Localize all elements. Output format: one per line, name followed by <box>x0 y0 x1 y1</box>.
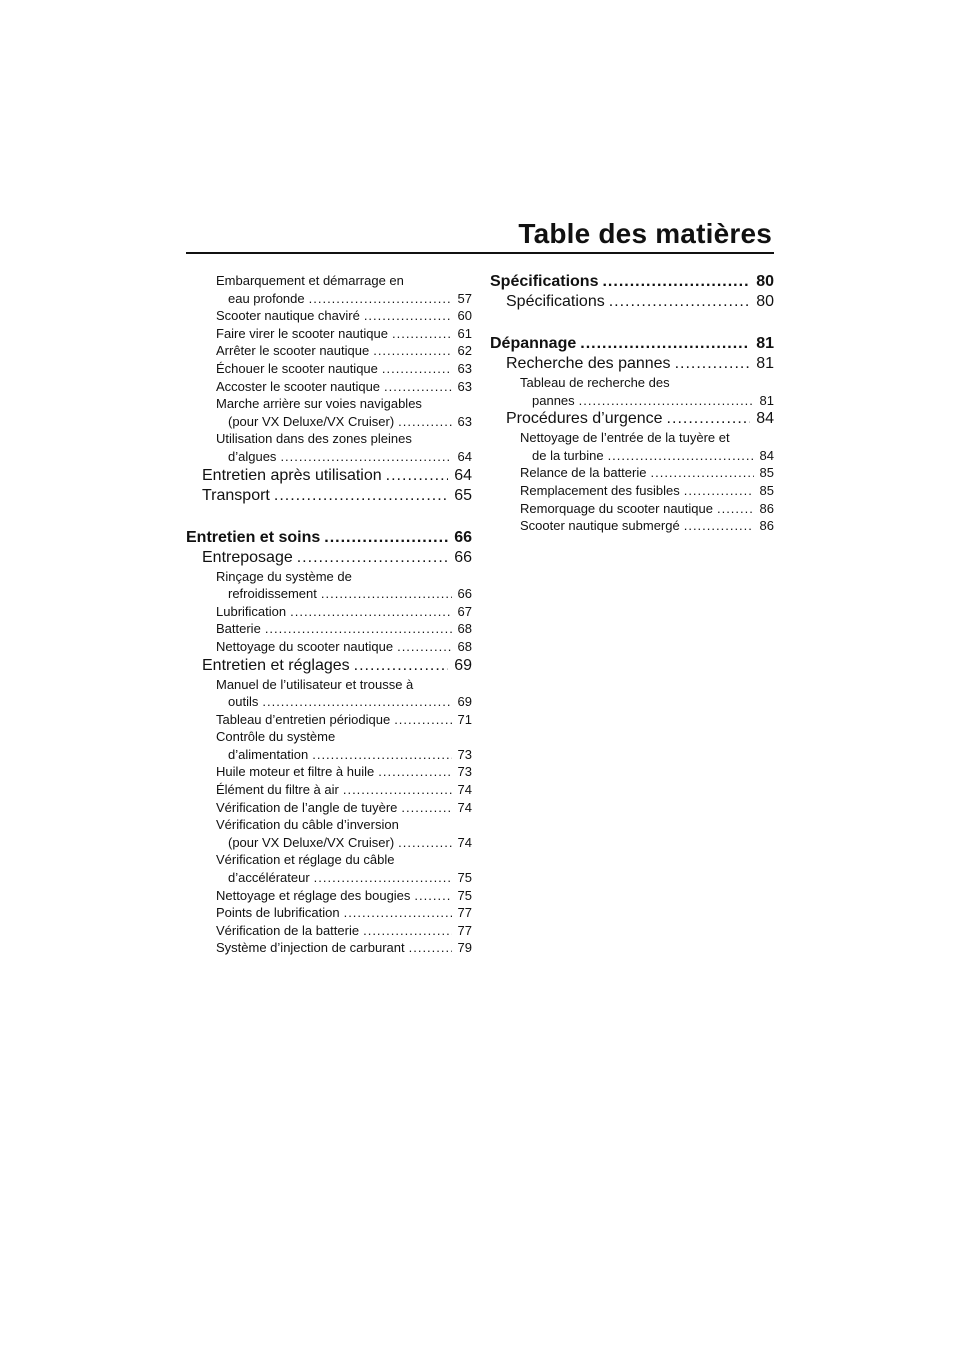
toc-page-number: 68 <box>457 638 472 654</box>
toc-entry-title: Spécifications <box>506 293 605 310</box>
toc-entry[interactable] <box>490 464 774 482</box>
toc-entry-title: Tableau de recherche des <box>520 375 670 390</box>
toc-page-number: 74 <box>457 799 472 815</box>
toc-entry[interactable] <box>186 307 472 325</box>
dot-leader <box>398 834 451 852</box>
dot-leader <box>343 781 452 799</box>
dot-leader <box>608 447 754 465</box>
dot-leader <box>373 342 451 360</box>
toc-page-number: 64 <box>457 448 472 464</box>
toc-entry[interactable] <box>186 922 472 940</box>
toc-entry-title: Vérification de l’angle de tuyère <box>216 799 398 815</box>
toc-entry-title: Manuel de l’utilisateur et trousse à <box>216 676 414 692</box>
dot-leader <box>401 799 451 817</box>
toc-page-number: 69 <box>457 694 472 710</box>
toc-entry[interactable] <box>186 548 472 568</box>
toc-entry-title: Rinçage du système de <box>216 568 352 584</box>
dot-leader <box>386 466 449 486</box>
toc-entry-title: Nettoyage du scooter nautique <box>216 638 394 654</box>
dot-leader <box>382 360 452 378</box>
toc-entry[interactable] <box>186 568 472 603</box>
toc-page-number: 77 <box>457 905 472 921</box>
toc-entry[interactable] <box>490 517 774 535</box>
toc-entry[interactable] <box>490 500 774 518</box>
toc-entry-title: Remorquage du scooter nautique <box>520 500 713 516</box>
toc-page-number: 84 <box>759 447 774 463</box>
toc-page-number: 57 <box>457 290 472 306</box>
toc-entry[interactable] <box>186 325 472 343</box>
dot-leader <box>394 711 451 729</box>
toc-entry[interactable] <box>186 395 472 430</box>
toc-entry[interactable] <box>186 603 472 621</box>
dot-leader <box>414 887 451 905</box>
dot-leader <box>397 638 451 656</box>
toc-page-number: 81 <box>756 355 774 372</box>
toc-entry[interactable] <box>186 711 472 729</box>
toc-entry[interactable] <box>186 728 472 763</box>
toc-page-number: 63 <box>457 360 472 376</box>
dot-leader <box>363 922 451 940</box>
toc-entry-title: Accoster le scooter nautique <box>216 378 381 394</box>
toc-column-left <box>186 272 472 957</box>
toc-page-number: 64 <box>454 466 472 484</box>
toc-page-number: 60 <box>457 308 472 324</box>
toc-page-number: 79 <box>457 940 472 956</box>
toc-entry-title: eau profonde <box>228 290 305 306</box>
toc-entry-title: Points de lubrification <box>216 905 340 921</box>
dot-leader <box>650 464 753 482</box>
toc-entry-title: (pour VX Deluxe/VX Cruiser) <box>228 834 395 850</box>
toc-page-number: 81 <box>756 335 774 352</box>
dot-leader <box>384 378 451 396</box>
dot-leader <box>324 528 448 548</box>
toc-entry-title: Entreposage <box>202 548 293 566</box>
toc-column-right <box>490 272 774 535</box>
dot-leader <box>265 620 452 638</box>
toc-page-number: 67 <box>457 603 472 619</box>
toc-entry-title: Élément du filtre à air <box>216 782 339 798</box>
toc-entry[interactable] <box>186 620 472 638</box>
toc-page-number: 73 <box>457 764 472 780</box>
toc-entry[interactable] <box>490 409 774 429</box>
toc-page-number: 65 <box>454 486 472 504</box>
toc-entry[interactable] <box>490 374 774 409</box>
toc-entry-title: Recherche des pannes <box>506 355 671 372</box>
toc-entry[interactable] <box>186 763 472 781</box>
toc-page-number: 81 <box>759 392 774 408</box>
toc-page-number: 74 <box>457 782 472 798</box>
toc-entry[interactable] <box>490 482 774 500</box>
toc-entry-title: Vérification de la batterie <box>216 922 360 938</box>
dot-leader <box>609 292 750 312</box>
toc-entry-title: Marche arrière sur voies navigables <box>216 396 422 412</box>
toc-entry-title: Arrêter le scooter nautique <box>216 343 370 359</box>
toc-entry[interactable] <box>490 334 774 354</box>
toc-entry-title: Remplacement des fusibles <box>520 482 680 498</box>
toc-entry[interactable] <box>186 656 472 676</box>
dot-leader <box>675 354 751 374</box>
toc-entry-title: Scooter nautique chaviré <box>216 308 360 324</box>
dot-leader <box>280 448 451 466</box>
dot-leader <box>290 603 451 621</box>
toc-page-number: 63 <box>457 378 472 394</box>
toc-entry-title: d’accélérateur <box>228 870 310 886</box>
toc-entry-title: Vérification du câble d’inversion <box>216 817 399 833</box>
toc-entry[interactable] <box>186 781 472 799</box>
toc-entry[interactable] <box>186 904 472 922</box>
toc-page-number: 84 <box>756 410 774 428</box>
dot-leader <box>684 482 754 500</box>
toc-entry-title: Entretien et soins <box>186 528 321 546</box>
toc-page-number: 85 <box>759 482 774 498</box>
toc-entry[interactable] <box>490 292 774 312</box>
dot-leader <box>579 392 754 410</box>
dot-leader <box>309 290 452 308</box>
toc-entry[interactable] <box>186 816 472 851</box>
toc-entry-title: Scooter nautique submergé <box>520 518 680 534</box>
toc-page-number: 61 <box>457 325 472 341</box>
dot-leader <box>274 486 448 506</box>
dot-leader <box>398 413 451 431</box>
toc-entry[interactable] <box>186 638 472 656</box>
dot-leader <box>344 904 452 922</box>
toc-entry-title: Spécifications <box>490 273 599 290</box>
toc-entry[interactable] <box>186 939 472 957</box>
toc-entry[interactable] <box>186 486 472 506</box>
dot-leader <box>321 585 452 603</box>
dot-leader <box>392 325 452 343</box>
dot-leader <box>580 334 750 354</box>
toc-entry-title: de la turbine <box>532 447 604 463</box>
toc-entry-title: Faire virer le scooter nautique <box>216 325 388 341</box>
toc-entry-title: d’alimentation <box>228 746 309 762</box>
toc-entry-title: Nettoyage et réglage des bougies <box>216 887 411 903</box>
dot-leader <box>364 307 452 325</box>
toc-entry[interactable] <box>186 466 472 486</box>
toc-page-number: 68 <box>457 621 472 637</box>
toc-page-number: 63 <box>457 413 472 429</box>
toc-entry-title: Tableau d’entretien périodique <box>216 711 391 727</box>
toc-entry-title: (pour VX Deluxe/VX Cruiser) <box>228 413 395 429</box>
toc-entry[interactable] <box>186 676 472 711</box>
toc-entry[interactable] <box>186 360 472 378</box>
toc-page-number: 62 <box>457 343 472 359</box>
dot-leader <box>262 693 451 711</box>
toc-entry[interactable] <box>490 354 774 374</box>
toc-page-number: 73 <box>457 746 472 762</box>
toc-entry-title: Entretien et réglages <box>202 656 350 674</box>
toc-page-number: 86 <box>759 500 774 516</box>
dot-leader <box>684 517 754 535</box>
toc-entry-title: Contrôle du système <box>216 729 336 745</box>
toc-page-number: 86 <box>759 518 774 534</box>
title-rule <box>186 252 774 254</box>
dot-leader <box>314 869 452 887</box>
toc-entry[interactable] <box>186 799 472 817</box>
toc-page-number: 66 <box>457 586 472 602</box>
toc-entry-title: Entretien après utilisation <box>202 466 382 484</box>
toc-entry-title: Relance de la batterie <box>520 465 647 481</box>
toc-page-number: 80 <box>756 293 774 310</box>
toc-page-number: 80 <box>756 273 774 290</box>
dot-leader <box>667 409 751 429</box>
toc-page-number: 75 <box>457 887 472 903</box>
toc-page-number: 69 <box>454 656 472 674</box>
toc-entry-title: d’algues <box>228 448 277 464</box>
toc-entry-title: refroidissement <box>228 586 317 602</box>
toc-entry-title: Utilisation dans des zones pleines <box>216 431 412 447</box>
page-title: Table des matières <box>518 218 772 249</box>
toc-entry[interactable] <box>186 272 472 307</box>
toc-entry[interactable] <box>186 342 472 360</box>
toc-entry-title: outils <box>228 694 259 710</box>
dot-leader <box>717 500 754 518</box>
toc-entry[interactable] <box>186 378 472 396</box>
dot-leader <box>378 763 451 781</box>
toc-entry-title: Batterie <box>216 621 261 637</box>
toc-entry-title: Procédures d’urgence <box>506 410 663 428</box>
toc-entry[interactable] <box>186 528 472 548</box>
toc-page-number: 71 <box>457 711 472 727</box>
toc-entry-title: Dépannage <box>490 335 577 352</box>
toc-entry[interactable] <box>186 887 472 905</box>
dot-leader <box>312 746 451 764</box>
toc-entry[interactable] <box>490 429 774 464</box>
dot-leader <box>354 656 449 676</box>
toc-entry-title: Échouer le scooter nautique <box>216 360 378 376</box>
toc-entry-title: Lubrification <box>216 603 287 619</box>
toc-page-number: 66 <box>454 548 472 566</box>
dot-leader <box>409 939 452 957</box>
toc-page-number: 85 <box>759 465 774 481</box>
toc-entry-title: pannes <box>532 392 575 408</box>
toc-entry[interactable] <box>186 430 472 465</box>
dot-leader <box>297 548 448 568</box>
toc-page-number: 66 <box>454 528 472 546</box>
toc-page-number: 74 <box>457 834 472 850</box>
toc-entry-title: Système d’injection de carburant <box>216 940 405 956</box>
toc-entry-title: Vérification et réglage du câble <box>216 852 395 868</box>
toc-entry-title: Embarquement et démarrage en <box>216 273 404 288</box>
toc-entry-title: Transport <box>202 486 270 504</box>
toc-entry[interactable] <box>490 272 774 292</box>
toc-page-number: 77 <box>457 922 472 938</box>
dot-leader <box>602 272 750 292</box>
toc-entry-title: Nettoyage de l’entrée de la tuyère et <box>520 430 730 446</box>
toc-entry[interactable] <box>186 851 472 886</box>
toc-entry-title: Huile moteur et filtre à huile <box>216 764 375 780</box>
toc-page-number: 75 <box>457 870 472 886</box>
